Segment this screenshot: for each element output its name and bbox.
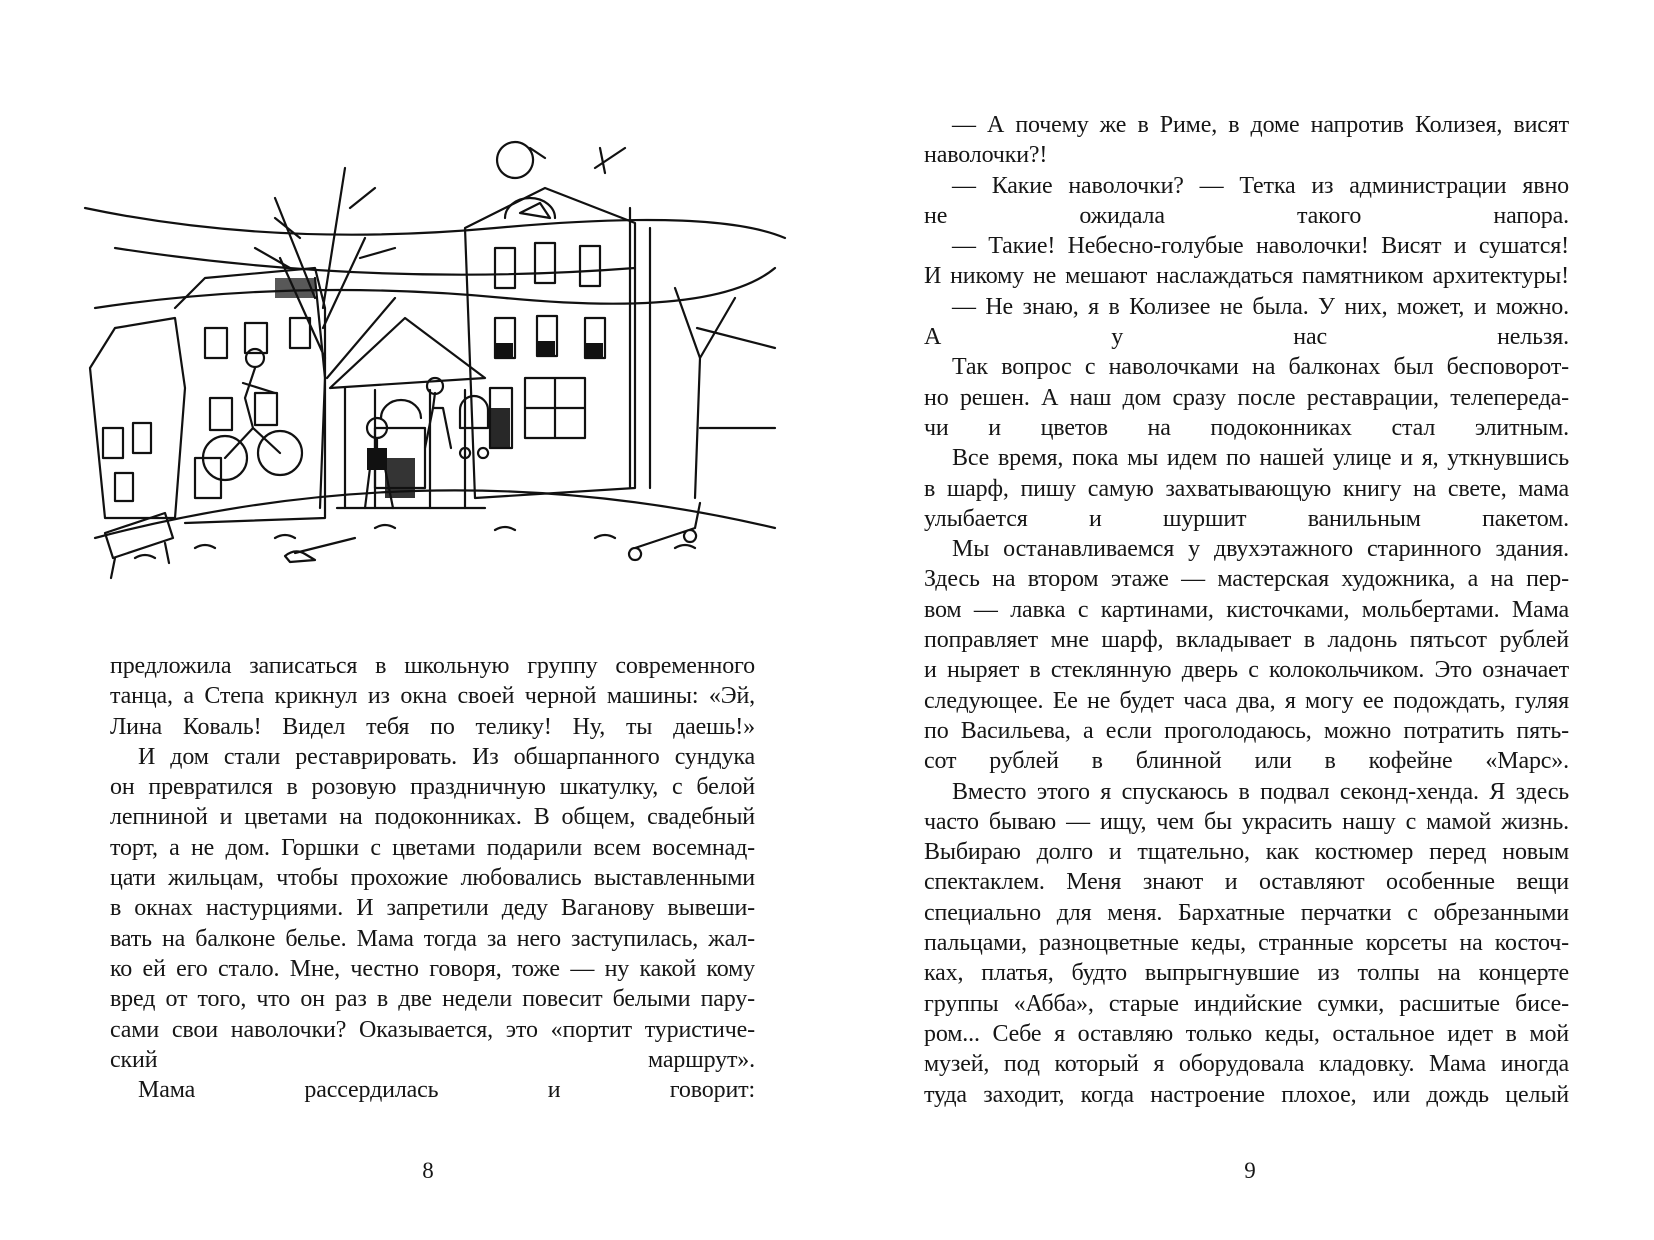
text-line: — Не знаю, я в Колизее не была. У них, может, и можно.: [952, 293, 1569, 320]
text-line: вать на балконе белье. Мама тогда за него заступилась, жал-: [110, 925, 755, 952]
text-line: Здесь на втором этаже — мастерская художника, а на пер-: [924, 566, 1569, 593]
text-line: туда заходит, когда настроение плохое, или дождь целый: [924, 1081, 1569, 1108]
text-line: — А почему же в Риме, в доме напротив Колизея, висят: [952, 112, 1569, 138]
text-line: Лина Коваль! Видел тебя по телику! Ну, ты даешь!»: [110, 713, 755, 740]
text-line: И дом стали реставрировать. Из обшарпанного сундука: [138, 743, 755, 770]
page-number: 8: [422, 1158, 434, 1183]
right-page-text: [924, 110, 1569, 1110]
right-page: [827, 0, 1654, 1240]
text-line: пальцами, разноцветные кеды, странные корсеты на косточ-: [924, 930, 1569, 957]
text-line: ко ей его стало. Мне, честно говоря, тоже — ну какой кому: [110, 955, 755, 982]
text-line: поправляет мне шарф, вкладывает в ладонь пятьсот рублей: [924, 627, 1569, 654]
text-line: Так вопрос с наволочками на балконах был бесповорот-: [952, 354, 1569, 381]
text-line: ках, платья, будто выпрыгнувшие из толпы на концерте: [924, 960, 1569, 987]
text-line: вом — лавка с картинами, кисточками, мольбертами. Мама: [924, 596, 1569, 623]
text-line: — Какие наволочки? — Тетка из администрации явно: [952, 172, 1569, 199]
text-line: в шарф, пишу самую захватывающую книгу на свете, мама: [924, 475, 1569, 502]
text-line: ром... Себе я оставляю только кеды, остальное идет в мой: [924, 1020, 1569, 1047]
text-line: но решен. А наш дом сразу после реставрации, телепереда-: [924, 384, 1569, 411]
page-number: 9: [1244, 1158, 1256, 1183]
text-line: — Такие! Небесно-голубые наволочки! Висят и сушатся!: [952, 233, 1569, 260]
text-line: А у нас нельзя.: [924, 324, 1569, 351]
text-line: и ныряет в стеклянную дверь с колокольчиком. Это означает: [924, 657, 1569, 684]
text-line: сами свои наволочки? Оказывается, это «портит туристиче-: [110, 1016, 755, 1043]
text-line: группы «Абба», старые индийские сумки, расшитые бисе-: [924, 990, 1569, 1017]
text-line: часто бываю — ищу, чем бы украсить нашу с мамой жизнь.: [924, 808, 1569, 835]
text-line: сот рублей в блинной или в кофейне «Марс».: [924, 748, 1569, 775]
street-illustration: [75, 128, 795, 598]
ink-sketch-houses: [75, 128, 795, 598]
text-line: цати жильцам, чтобы прохожие любовались выставленными: [110, 865, 755, 892]
text-line: по Васильева, а если проголодаюсь, можно потратить пять-: [924, 717, 1569, 744]
text-line: Все время, пока мы идем по нашей улице и я, уткнувшись: [952, 445, 1569, 472]
text-line: музей, под который я оборудовала кладовку. Мама иногда: [924, 1051, 1569, 1078]
text-line: наволочки?!: [924, 142, 1048, 169]
text-line: вред от того, что он раз в две недели повесит белыми пару-: [110, 986, 755, 1013]
text-line: следующее. Ее не будет часа два, я могу ее подождать, гуляя: [924, 687, 1569, 714]
text-line: Вместо этого я спускаюсь в подвал секонд-хенда. Я здесь: [952, 778, 1569, 805]
text-line: спектаклем. Меня знают и оставляют особенные вещи: [924, 869, 1569, 896]
text-line: чи и цветов на подоконниках стал элитным.: [924, 414, 1569, 441]
text-line: И никому не мешают наслаждаться памятником архитектуры!: [924, 263, 1569, 290]
text-line: в окнах настурциями. И запретили деду Ваганову вывеши-: [110, 895, 755, 922]
text-line: танца, а Степа крикнул из окна своей черной машины: «Эй,: [110, 683, 755, 710]
text-line: ский маршрут».: [110, 1046, 755, 1073]
text-line: Мы останавливаемся у двухэтажного старинного здания.: [952, 536, 1569, 563]
text-line: не ожидала такого напора.: [924, 202, 1569, 229]
text-line: специально для меня. Бархатные перчатки с обрезанными: [924, 899, 1569, 926]
text-line: Выбираю долго и тщательно, как костюмер перед новым: [924, 839, 1569, 866]
text-line: Мама рассердилась и говорит:: [138, 1077, 755, 1104]
text-line: торт, а не дом. Горшки с цветами подарили всем восемнад-: [110, 834, 755, 861]
text-line: лепниной и цветами на подоконниках. В общем, свадебный: [110, 804, 755, 831]
text-line: он превратился в розовую праздничную шкатулку, с белой: [110, 774, 755, 801]
text-line: предложила записаться в школьную группу современного: [110, 653, 755, 679]
left-page-text: [110, 651, 755, 1105]
text-line: улыбается и шуршит ванильным пакетом.: [924, 505, 1569, 532]
